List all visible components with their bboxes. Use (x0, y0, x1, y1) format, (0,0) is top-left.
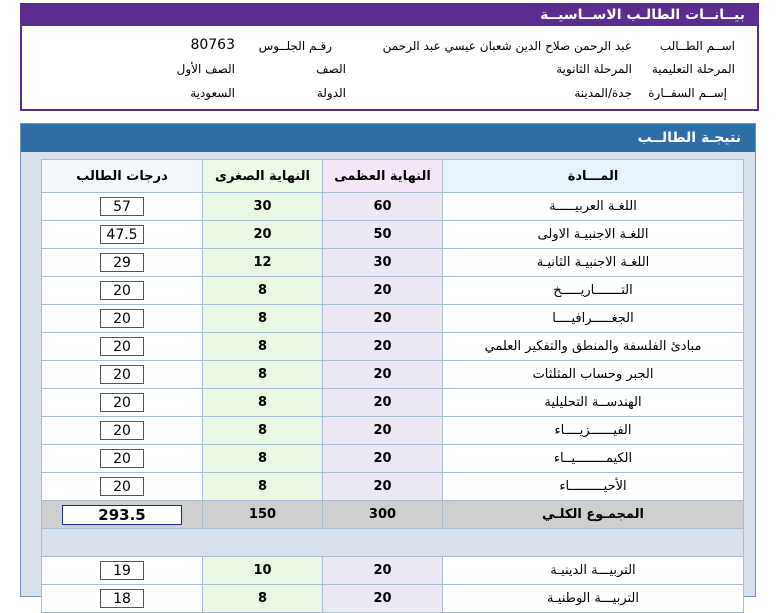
grades-header-row (42, 160, 744, 193)
table-row (42, 193, 744, 221)
student-grade-cell (42, 445, 203, 473)
table-row (42, 389, 744, 417)
min-score-cell: 8 (203, 445, 323, 473)
grade-field[interactable]: 20 (100, 421, 144, 440)
min-score-cell: 8 (203, 333, 323, 361)
grade-field[interactable]: 57 (100, 197, 144, 216)
max-score-cell: 20 (323, 361, 443, 389)
grade-field[interactable]: 20 (100, 477, 144, 496)
student-grade-cell (42, 221, 203, 249)
table-row (42, 305, 744, 333)
subject-cell: التربيـــة الوطنيـة (443, 585, 744, 613)
min-score-cell: 10 (203, 557, 323, 585)
row-separator (42, 529, 744, 557)
student-grade-cell (42, 473, 203, 501)
subject-cell: الهندســة التحليلية (443, 389, 744, 417)
subject-cell: التربيـــة الدينيـة (443, 557, 744, 585)
grade-field[interactable]: 20 (100, 393, 144, 412)
total-grade-field[interactable]: 293.5 (62, 505, 182, 525)
subject-cell: التـــــــاريـــــخ (443, 277, 744, 305)
student-result-title: نتيجـة الطالــب (21, 124, 755, 152)
table-row (42, 585, 744, 613)
max-score-cell: 20 (323, 305, 443, 333)
table-row (42, 333, 744, 361)
student-result-panel (20, 123, 756, 607)
student-grade-column-header: درجات الطالب (42, 160, 203, 193)
subject-cell: الكيمــــــــيــاء (443, 445, 744, 473)
student-name-value: عبد الرحمن صلاح الدين شعبان عيسي عبد الرحمن (382, 39, 632, 53)
subject-cell: اللغـة العربيـــــة (443, 193, 744, 221)
subject-cell: الجبر وحساب المثلثات (443, 361, 744, 389)
grade-field[interactable]: 20 (100, 281, 144, 300)
grades-table (41, 159, 744, 613)
student-grade-cell (42, 305, 203, 333)
table-row (42, 417, 744, 445)
min-score-cell: 8 (203, 361, 323, 389)
grade-field[interactable]: 29 (100, 253, 144, 272)
total-min: 150 (203, 501, 323, 529)
subject-cell: مبادئ الفلسفة والمنطق والتفكير العلمي (443, 333, 744, 361)
student-name-label: اســم الطــالب (659, 39, 735, 53)
table-row (42, 249, 744, 277)
class-label: الصف (316, 62, 346, 76)
max-score-cell: 20 (323, 473, 443, 501)
max-score-cell: 20 (323, 557, 443, 585)
subject-column-header: المـــادة (443, 160, 744, 193)
min-score-cell: 8 (203, 305, 323, 333)
student-grade-cell (42, 249, 203, 277)
total-grade-cell (42, 501, 203, 529)
max-score-cell: 20 (323, 277, 443, 305)
student-grade-cell (42, 585, 203, 613)
subject-cell: الجغـــــرافيــــا (443, 305, 744, 333)
subject-cell: اللغـة الاجنبيـة الاولى (443, 221, 744, 249)
student-grade-cell (42, 193, 203, 221)
max-score-cell: 20 (323, 445, 443, 473)
max-score-cell: 20 (323, 389, 443, 417)
grade-field[interactable]: 19 (100, 561, 144, 580)
grade-field[interactable]: 47.5 (100, 225, 144, 244)
grade-field[interactable]: 20 (100, 309, 144, 328)
grade-field[interactable]: 20 (100, 337, 144, 356)
student-grade-cell (42, 417, 203, 445)
subject-cell: اللغـة الاجنبيـة الثانيـة (443, 249, 744, 277)
total-label: المجمـوع الكلـي (443, 501, 744, 529)
max-score-cell: 30 (323, 249, 443, 277)
grade-field[interactable]: 20 (100, 365, 144, 384)
student-grade-cell (42, 361, 203, 389)
max-score-cell: 20 (323, 585, 443, 613)
max-score-cell: 60 (323, 193, 443, 221)
max-score-cell: 20 (323, 417, 443, 445)
min-score-cell: 8 (203, 417, 323, 445)
min-score-column-header: النهاية الصغرى (203, 160, 323, 193)
min-score-cell: 12 (203, 249, 323, 277)
student-info-panel (20, 3, 759, 111)
student-grade-cell (42, 277, 203, 305)
table-row (42, 557, 744, 585)
table-row (42, 361, 744, 389)
max-score-column-header: النهاية العظمى (323, 160, 443, 193)
min-score-cell: 8 (203, 585, 323, 613)
max-score-cell: 50 (323, 221, 443, 249)
grade-field[interactable]: 20 (100, 449, 144, 468)
table-row (42, 445, 744, 473)
subject-cell: الفيــــــزيــــاء (443, 417, 744, 445)
embassy-label: إســم السفــارة (648, 86, 727, 100)
stage-label: المرحلة التعليمية (651, 62, 735, 76)
class-value: الصف الأول (176, 62, 235, 76)
table-row (42, 277, 744, 305)
embassy-value: جدة/المدينة (574, 86, 632, 100)
student-grade-cell (42, 389, 203, 417)
student-grade-cell (42, 333, 203, 361)
min-score-cell: 8 (203, 473, 323, 501)
table-row (42, 473, 744, 501)
max-score-cell: 20 (323, 333, 443, 361)
seat-number-value: 80763 (190, 37, 235, 53)
table-row (42, 221, 744, 249)
subject-cell: الأحيـــــــــاء (443, 473, 744, 501)
min-score-cell: 20 (203, 221, 323, 249)
total-max: 300 (323, 501, 443, 529)
total-row (42, 501, 744, 529)
min-score-cell: 8 (203, 389, 323, 417)
student-info-title: بيــانــات الطالـب الاســاسيــة (22, 5, 757, 26)
country-label: الدولة (316, 86, 346, 100)
country-value: السعودية (190, 86, 235, 100)
student-grade-cell (42, 557, 203, 585)
grade-field[interactable]: 18 (100, 589, 144, 608)
min-score-cell: 8 (203, 277, 323, 305)
seat-number-label: رقـم الجلــوس (258, 39, 332, 53)
stage-value: المرحلة الثانوية (556, 62, 632, 76)
min-score-cell: 30 (203, 193, 323, 221)
